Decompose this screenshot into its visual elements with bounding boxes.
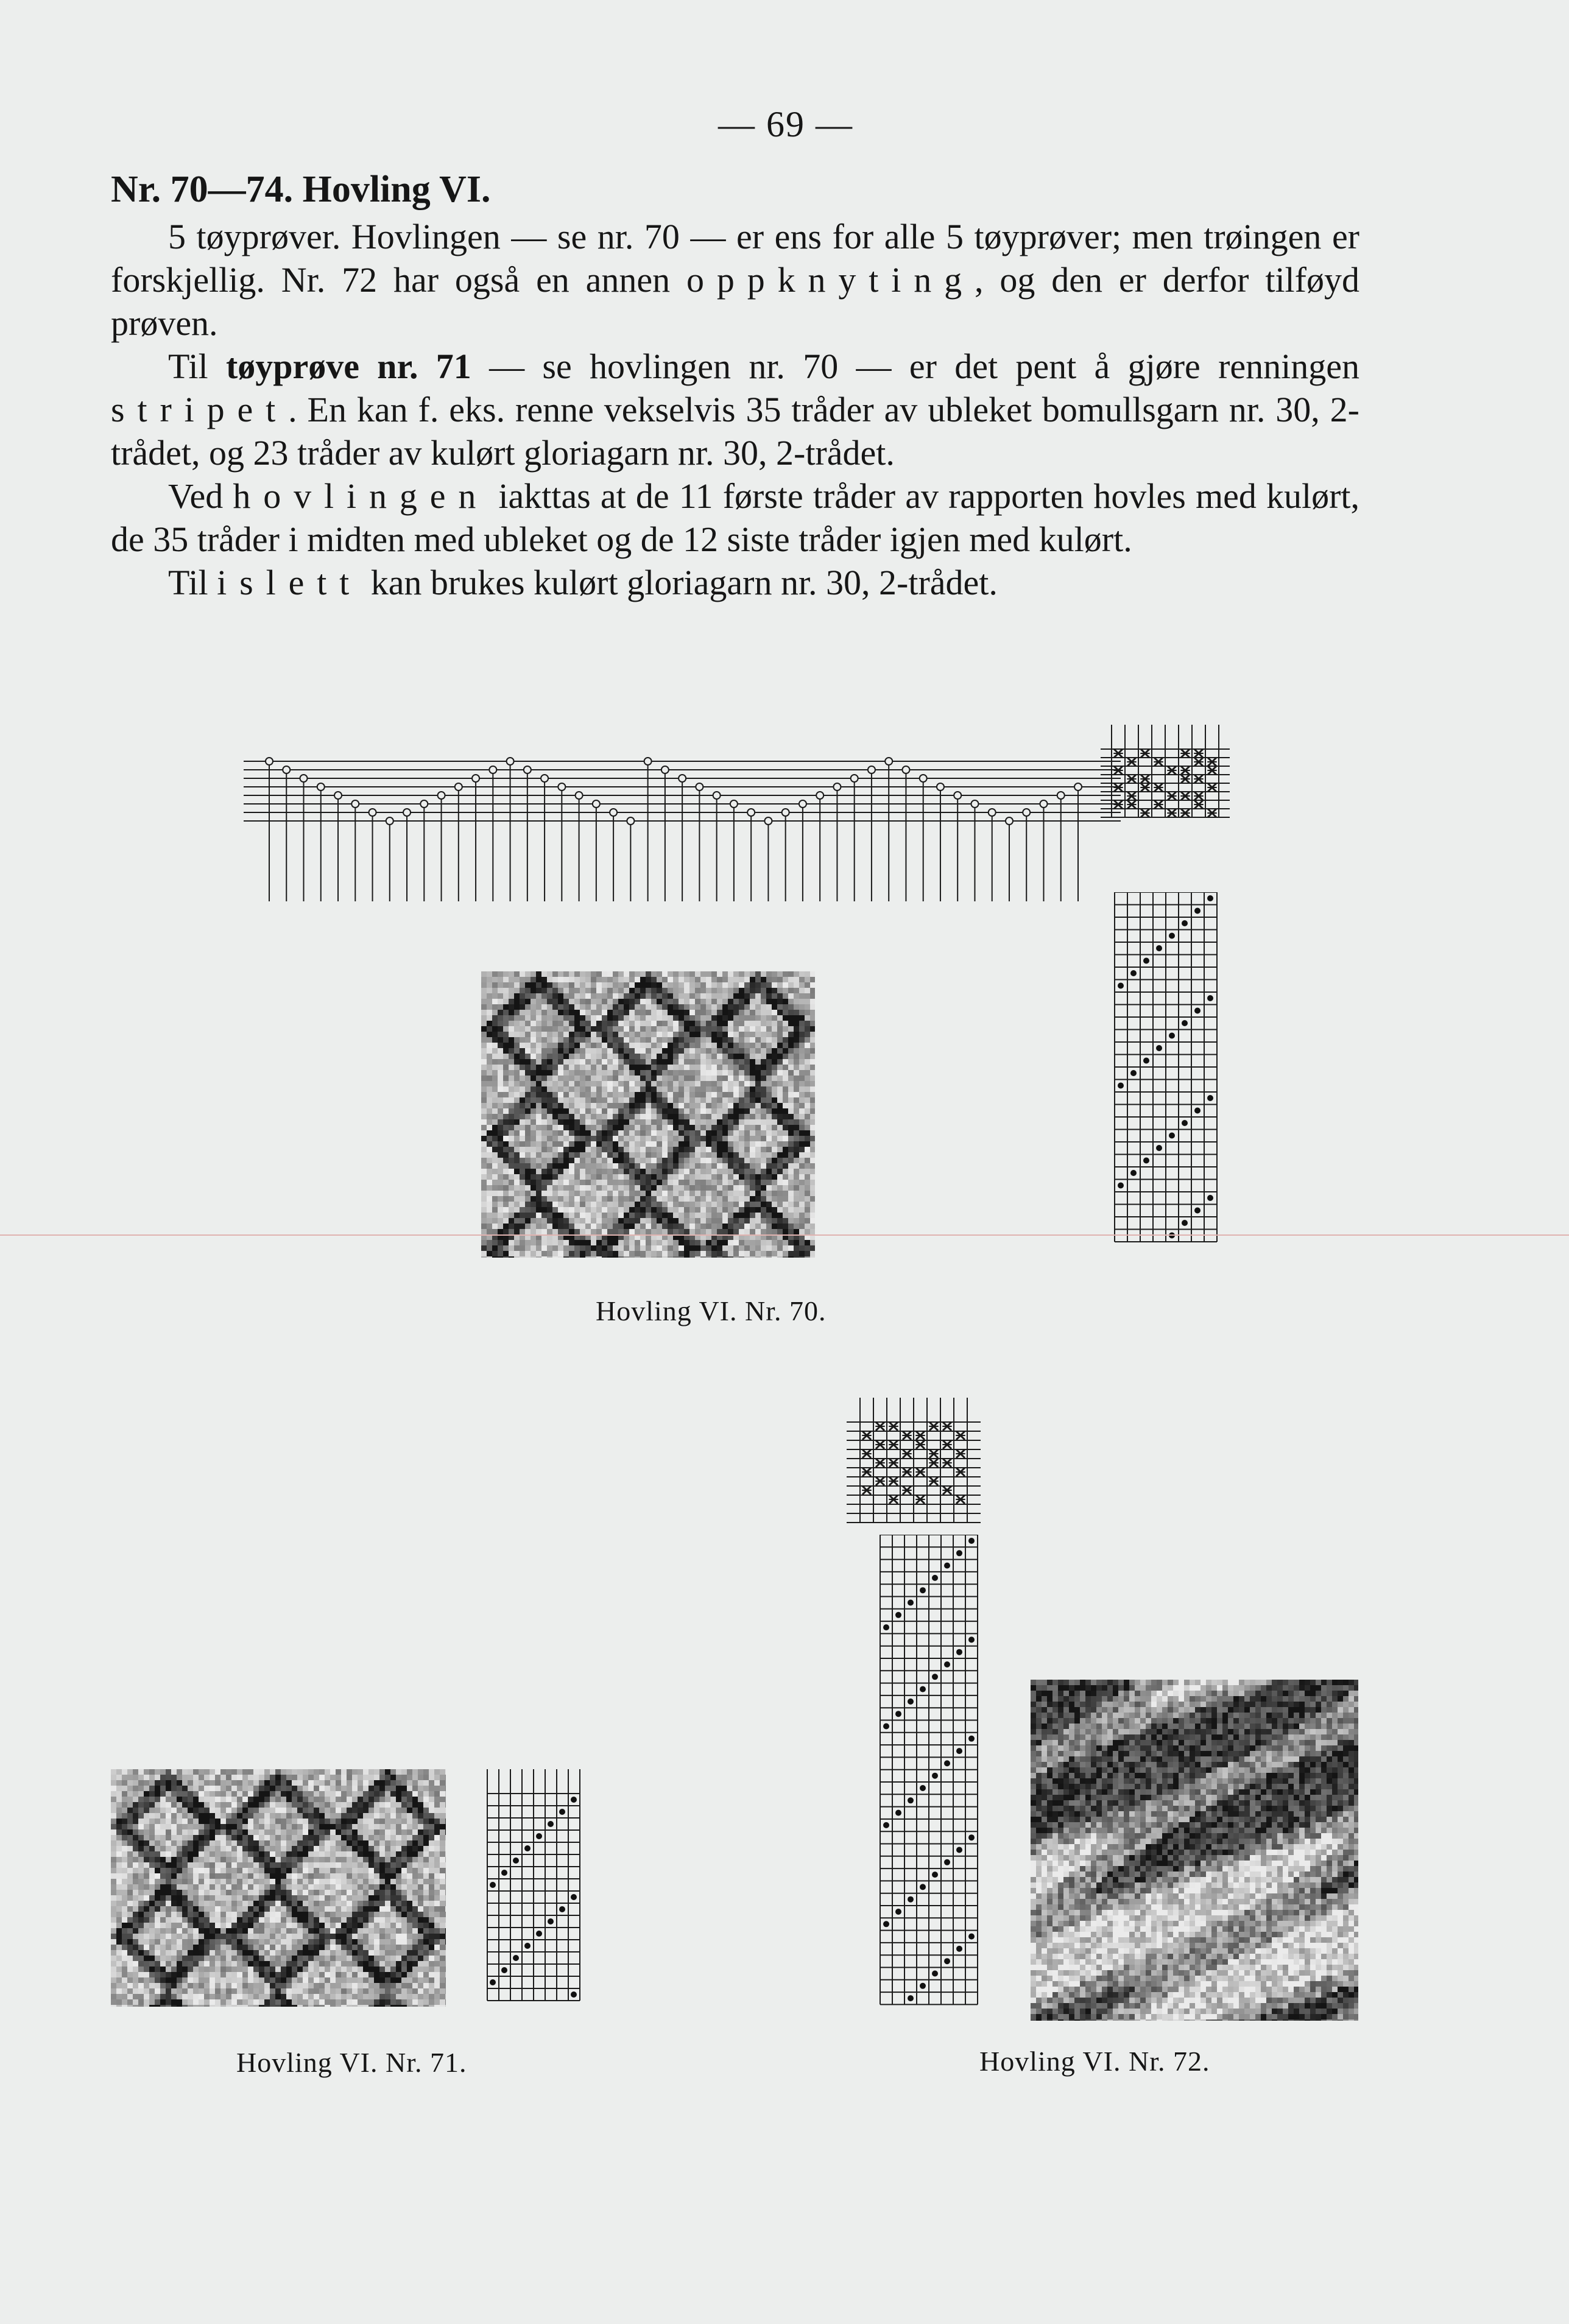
paragraph-1 — [111, 215, 1359, 345]
p2-text-c: . En kan f. eks. renne vekselvis 35 tråder av ubleket bomullsgarn nr. 30, 2-trådet, og 23 tråder av kulørt gloriagarn nr. 30, 2-trådet. — [111, 390, 1359, 473]
p4-spaced-word: islett — [217, 563, 362, 602]
p3-text-a: Ved — [168, 476, 233, 516]
p4-text-a: Til — [168, 563, 217, 602]
p1-text: 5 tøyprøver. Hovlingen — se nr. 70 — er ens for alle 5 tøyprøver; men trøingen er forskjellig. Nr. 72 har også en annen — [111, 217, 1359, 300]
p1-spaced-word: oppknyting — [686, 260, 975, 300]
section-heading: Nr. 70—74. Hovling VI. — [111, 169, 491, 210]
caption-nr72: Hovling VI. Nr. 72. — [979, 2046, 1210, 2077]
fabric-sample-70 — [481, 971, 815, 1258]
p3-text-b: iakttas at de 11 første tråder av rapporten hovles med kulørt, de 35 tråder i midten med ubleket og de 12 siste tråder igjen med kulørt. — [111, 476, 1360, 559]
page-number: — 69 — — [718, 104, 853, 144]
tieup-grid-72 — [842, 1398, 1012, 1541]
p4-text-b: kan brukes kulørt gloriagarn nr. 30, 2-trådet. — [362, 563, 998, 602]
treadling-grid — [1109, 892, 1230, 1247]
caption-nr71: Hovling VI. Nr. 71. — [236, 2047, 467, 2078]
fabric-sample-71 — [111, 1769, 446, 2007]
body-text — [111, 168, 1359, 604]
divider-line — [0, 1234, 1569, 1236]
p2-text-a: Til — [168, 347, 226, 386]
p2-bold: tøyprøve nr. 71 — [225, 347, 471, 386]
p2-spaced-word: stripet — [111, 390, 289, 429]
treadling-grid-72 — [877, 1535, 987, 2010]
threading-draft — [238, 725, 1127, 901]
paragraph-3 — [111, 474, 1359, 561]
p3-spaced-word: hovlingen — [233, 476, 489, 516]
treadling-grid-71 — [481, 1769, 585, 2013]
p2-text-b: — se hovlingen nr. 70 — er det pent å gjøre renningen — [471, 347, 1359, 386]
paragraph-4 — [111, 561, 1359, 604]
p1-end: , og den er derfor tilføyd prøven. — [111, 260, 1359, 343]
paragraph-2 — [111, 345, 1359, 474]
fabric-sample-72 — [1031, 1680, 1358, 2021]
caption-nr70: Hovling VI. Nr. 70. — [596, 1295, 827, 1326]
tieup-grid — [1099, 725, 1243, 901]
